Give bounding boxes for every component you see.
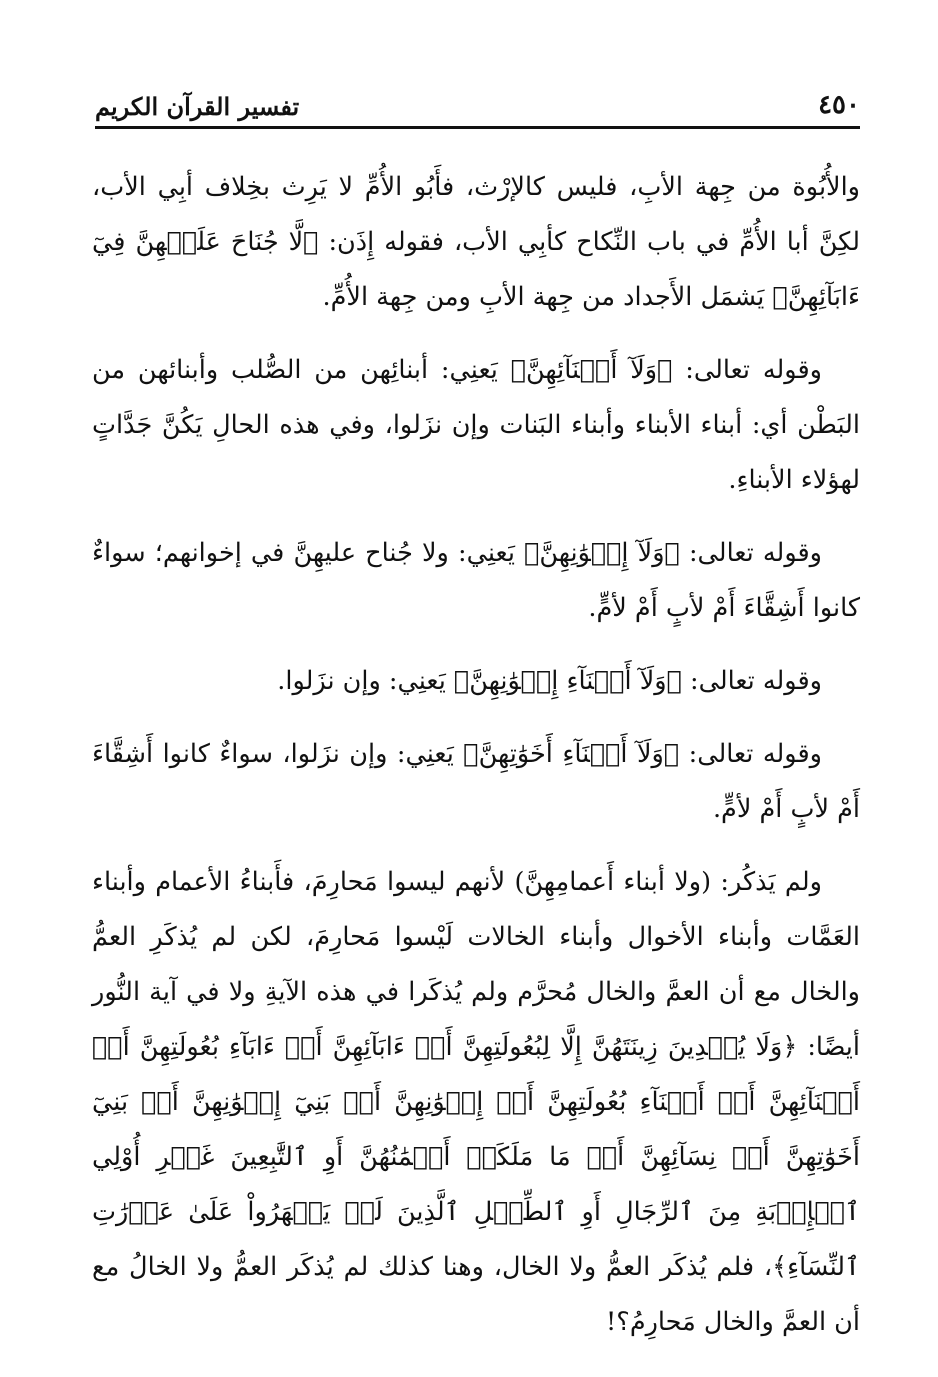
page-header [95, 88, 860, 129]
paragraph: وقوله تعالى: ﴿وَلَآ أَبۡنَآءِ أَخَوَٰتِهِنَّ﴾ يَعنِي: وإن نزَلوا، سواءٌ كانوا أَشِقَّاءَ أَمْ لأبٍ أَمْ لأمٍّ. [92, 739, 860, 824]
page-body [92, 160, 860, 1368]
paragraph: وقوله تعالى: ﴿وَلَآ إِخۡوَٰنِهِنَّ﴾ يَعنِي: ولا جُناح عليهِنَّ في إخوانهم؛ سواءٌ كانوا أَشِقَّاءَ أَمْ لأبٍ أَمْ لأمٍّ. [92, 538, 860, 623]
paragraph: وقوله تعالى: ﴿وَلَآ أَبۡنَآءِ إِخۡوَٰنِهِنَّ﴾ يَعنِي: وإن نزَلوا. [277, 666, 822, 696]
book-title: تفسير القرآن الكريم [95, 92, 300, 121]
page-number: ٤٥٠ [818, 90, 860, 120]
paragraph: والأُبُوة من جِهة الأبِ، فليس كالإرْث، فأَبُو الأُمِّ لا يَرِث بخِلاف أبِي الأب، لكِنَّ أبا الأُمِّ في باب النِّكاح كأبِي الأب، فقوله إِذَن: ﴿لَّا جُنَاحَ عَلَيۡهِنَّ فِيٓ ءَابَآئِهِنَّ﴾ يَشمَل الأَجداد من جِهة الأبِ ومن جِهة الأُمِّ. [92, 172, 860, 312]
paragraph: ولم يَذكُر: (ولا أبناء أَعمامِهِنَّ) لأنهم ليسوا مَحارِمَ، فأَبناءُ الأعمام وأبناء العَمَّات وأبناء الأخوال وأبناء الخالات لَيْسوا مَحارِمَ، لكن لم يُذكَرِ العمُّ والخال مع أن العمَّ والخال مُحرَّم ولم يُذكَرا في هذه الآيةِ ولا في آية النُّور أيضًا: ﴿وَلَا يُبۡدِينَ زِينَتَهُنَّ إِلَّا لِبُعُولَتِهِنَّ أَوۡ ءَابَآئِهِنَّ أَوۡ ءَابَآءِ بُعُولَتِهِنَّ أَوۡ أَبۡنَآئِهِنَّ أَوۡ أَبۡنَآءِ بُعُولَتِهِنَّ أَوۡ إِخۡوَٰنِهِنَّ أَوۡ بَنِيٓ إِخۡوَٰنِهِنَّ أَوۡ بَنِيٓ أَخَوَٰتِهِنَّ أَوۡ نِسَآئِهِنَّ أَوۡ مَا مَلَكَتۡ أَيۡمَٰنُهُنَّ أَوِ ٱلتَّٰبِعِينَ غَيۡرِ أُوْلِي ٱلۡإِرۡبَةِ مِنَ ٱلرِّجَالِ أَوِ ٱلطِّفۡلِ ٱلَّذِينَ لَمۡ يَظۡهَرُواْ عَلَىٰ عَوۡرَٰتِ ٱلنِّسَآءِ﴾، فلم يُذكَر العمُّ ولا الخال، وهنا كذلك لم يُذكَر العمُّ ولا الخالُ مع أن العمَّ والخال مَحارِمُ؟! [92, 867, 860, 1337]
paragraph: وقوله تعالى: ﴿وَلَآ أَبۡنَآئِهِنَّ﴾ يَعنِي: أبنائِهن من الصُّلب وأبنائهن من البَطْن أي: أبناء الأبناء وأبناء البَنات وإن نزَلوا، وفي هذه الحالِ يَكُنَّ جَدَّاتٍ لهؤلاء الأبناءِ. [92, 355, 860, 495]
